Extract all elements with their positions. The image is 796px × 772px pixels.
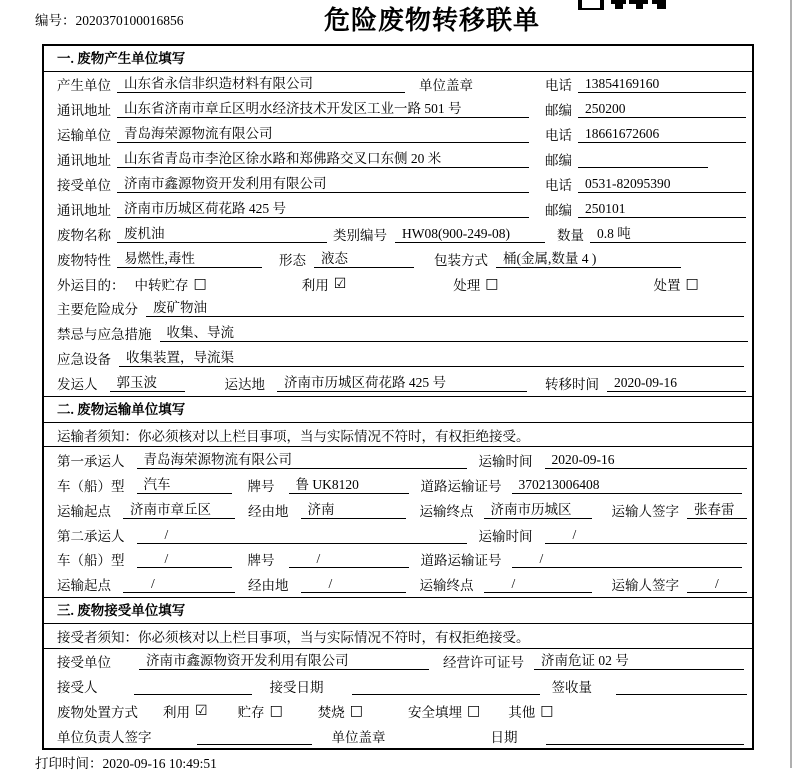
carrier-sign-value: / [687,575,747,593]
road-license-label: 道路运输证号 [420,478,502,494]
producer-address-value: 山东省济南市章丘区明水经济技术开发区工业一路 501 号 [117,100,529,118]
accept-date-label: 接受日期 [269,680,324,696]
producer-address-row [44,97,752,122]
transfer-time-value: 2020-09-16 [607,374,746,392]
main-hazard-row [44,296,752,321]
accept-unit-value: 济南市鑫源物资开发利用有限公司 [139,652,429,670]
vehicle-type-value: 汽车 [137,476,232,494]
responsible-signature-row [44,723,752,748]
form-state-label: 形态 [279,252,306,268]
date-value [546,727,745,745]
disposal-option-landfill: 安全填埋 □ [408,702,481,720]
waste-character-row [44,246,752,271]
transport-address-label: 通讯地址 [57,153,111,169]
first-carrier-value: 青岛海荣源物流有限公司 [137,451,467,469]
phone-label: 电话 [545,78,572,94]
route-end-label: 运输终点 [419,578,474,594]
quantity-value: 0.8 吨 [590,225,746,243]
transfer-purpose-row [44,271,752,296]
category-code-label: 类别编号 [333,227,387,243]
producer-zip-value: 250200 [578,100,746,118]
main-hazard-label: 主要危险成分 [57,302,138,318]
route-via-value: 济南 [301,501,406,519]
carrier-sign-value: 张春雷 [687,501,747,519]
accept-person-label: 接受人 [57,680,98,696]
transport-unit-label: 运输单位 [57,128,111,144]
signed-qty-label: 签收量 [551,680,592,696]
category-code-value: HW08(900-249-08) [395,225,545,243]
serial-number-line [35,9,184,29]
print-time-value: 2020-09-16 10:49:51 [102,756,217,771]
vehicle-type-label: 车（船）型 [57,478,125,494]
producer-unit-value: 山东省永信非织造材料有限公司 [117,75,405,93]
waste-character-value: 易燃性,毒性 [117,250,262,268]
disposal-method-label: 废物处置方式 [57,704,138,720]
waste-name-label: 废物名称 [57,227,111,243]
accept-unit-row [44,649,752,674]
transport-phone-value: 18661672606 [578,125,746,143]
waste-name-value: 废机油 [117,225,327,243]
route-via-label: 经由地 [248,578,289,594]
transport-address-row [44,147,752,172]
waste-character-label: 废物特性 [57,252,111,268]
route-row-2 [44,572,752,597]
destination-label: 运达地 [224,377,265,393]
route-via-label: 经由地 [248,503,289,519]
waste-name-row [44,221,752,246]
second-carrier-label: 第二承运人 [57,528,125,544]
accept-person-row [44,674,752,699]
receive-unit-row [44,172,752,197]
vehicle-type-label: 车（船）型 [57,553,125,569]
zip-label: 邮编 [545,202,572,218]
accept-date-value [352,677,540,695]
receive-address-row [44,196,752,221]
signed-qty-value [616,677,747,695]
treat-checkbox: □ [485,275,499,292]
date-label: 日期 [490,729,518,745]
unit-seal-label: 单位盖章 [331,729,386,745]
form-state-value: 液态 [314,250,414,268]
receiver-notice-row [44,624,752,649]
section2-header: 二. 废物运输单位填写 [44,396,752,423]
receive-unit-label: 接受单位 [57,178,111,193]
disposal-method-row [44,698,752,723]
main-hazard-value: 废矿物油 [146,299,744,317]
transfer-purpose-label: 外运目的： [57,277,125,293]
vehicle-type-row [44,472,752,497]
disposal-option-other: 其他 □ [508,702,554,720]
accept-unit-label: 接受单位 [57,655,111,671]
emergency-equipment-label: 应急设备 [57,352,111,368]
transport-time-value: 2020-09-16 [545,451,748,469]
receive-address-value: 济南市历城区荷花路 425 号 [117,200,529,218]
route-end-value: 济南市历城区 [484,501,592,519]
receive-unit-value: 济南市鑫源物资开发利用有限公司 [117,175,529,193]
producer-unit-row [44,72,752,97]
page-edge-divider [790,0,792,768]
landfill-checkbox: □ [467,702,481,719]
transport-unit-value: 青岛海荣源物流有限公司 [117,125,529,143]
phone-label: 电话 [545,128,572,144]
use-checkbox: ☑ [333,275,347,292]
route-start-label: 运输起点 [57,503,111,519]
first-carrier-label: 第一承运人 [57,453,125,469]
route-end-label: 运输终点 [419,503,474,519]
first-carrier-row [44,447,752,472]
disposal-option-burn: 焚烧 □ [317,702,364,720]
dispose-checkbox: □ [685,275,699,292]
dispatcher-label: 发运人 [57,377,98,393]
packing-value: 桶(金属,数量 4 ) [496,250,681,268]
dispatcher-value: 郭玉波 [110,374,185,392]
vehicle-type-row-2 [44,547,752,572]
emergency-equipment-value: 收集装置，导流渠 [119,349,744,367]
route-start-value: / [123,575,235,593]
second-carrier-row [44,522,752,547]
other-checkbox: □ [540,702,554,719]
accept-person-value [134,677,252,695]
purpose-option-dispose: 处置 □ [653,275,699,293]
serial-value: 2020370100016856 [75,13,184,28]
qr-code-fragment-icon [578,0,666,10]
transport-time-value: / [545,526,748,544]
producer-unit-label: 产生单位 [57,78,111,94]
route-start-value: 济南市章丘区 [123,501,235,519]
receive-address-label: 通讯地址 [57,202,111,218]
route-via-value: / [301,575,406,593]
plate-value: / [289,550,409,568]
carrier-sign-label: 运输人签字 [611,578,679,594]
plate-value: 鲁 UK8120 [289,476,409,494]
page-title: 危险废物转移联单 [324,6,541,35]
transporter-notice-text: 运输者须知：你必须核对以上栏目事项，当与实际情况不符时，有权拒绝接受。 [57,428,530,444]
business-license-value: 济南危证 02 号 [534,652,744,670]
second-carrier-value: / [137,526,467,544]
producer-phone-value: 13854169160 [578,75,746,93]
receive-zip-value: 250101 [578,200,746,218]
responsible-signature-label: 单位负责人签字 [57,729,152,745]
road-license-label: 道路运输证号 [420,553,502,569]
zip-label: 邮编 [545,103,572,119]
manifest-form [42,44,754,750]
burn-checkbox: □ [349,702,364,719]
transport-unit-row [44,122,752,147]
transporter-notice-row [44,423,752,448]
transport-time-label: 运输时间 [478,453,533,469]
road-license-value: / [512,550,743,568]
packing-label: 包装方式 [434,252,488,268]
producer-address-label: 通讯地址 [57,103,111,119]
store-checkbox: □ [269,702,283,719]
transport-zip-value [578,150,708,168]
phone-label: 电话 [545,178,572,193]
zip-label: 邮编 [545,153,572,169]
print-time-label: 打印时间： [35,756,103,771]
taboo-measures-value: 收集、导流 [160,324,749,342]
route-start-label: 运输起点 [57,578,111,594]
business-license-label: 经营许可证号 [443,655,524,671]
responsible-signature-value [197,727,312,745]
destination-value: 济南市历城区荷花路 425 号 [277,374,527,392]
road-license-value: 370213006408 [512,476,743,494]
purpose-option-treat: 处理 □ [453,275,499,293]
taboo-measures-label: 禁忌与应急措施 [57,327,152,343]
disposal-option-use: 利用 ☑ [163,702,208,720]
taboo-measures-row [44,321,752,346]
plate-label: 牌号 [247,553,275,569]
vehicle-type-value: / [137,550,232,568]
route-end-value: / [484,575,592,593]
unit-seal-label: 单位盖章 [419,78,473,94]
use-checkbox: ☑ [195,702,208,719]
storage-checkbox: □ [193,275,207,292]
transfer-time-label: 转移时间 [545,377,599,393]
plate-label: 牌号 [247,478,275,494]
route-row [44,497,752,522]
receiver-notice-text: 接受者须知：你必须核对以上栏目事项，当与实际情况不符时，有权拒绝接受。 [57,629,530,645]
print-time-line [35,752,217,772]
transport-time-label: 运输时间 [478,528,533,544]
transport-address-value: 山东省青岛市李沧区徐水路和郑佛路交叉口东侧 20 米 [117,150,529,168]
carrier-sign-label: 运输人签字 [611,503,679,519]
emergency-equipment-row [44,346,752,371]
dispatcher-row [44,371,752,396]
purpose-option-storage: 中转贮存 □ [134,275,207,293]
purpose-option-use: 利用 ☑ [301,275,347,293]
serial-label: 编号： [35,13,76,28]
section3-header: 三. 废物接受单位填写 [44,597,752,624]
quantity-label: 数量 [557,227,584,243]
receive-phone-value: 0531-82095390 [578,175,746,193]
disposal-option-store: 贮存 □ [237,702,283,720]
section1-header: 一. 废物产生单位填写 [44,46,752,72]
